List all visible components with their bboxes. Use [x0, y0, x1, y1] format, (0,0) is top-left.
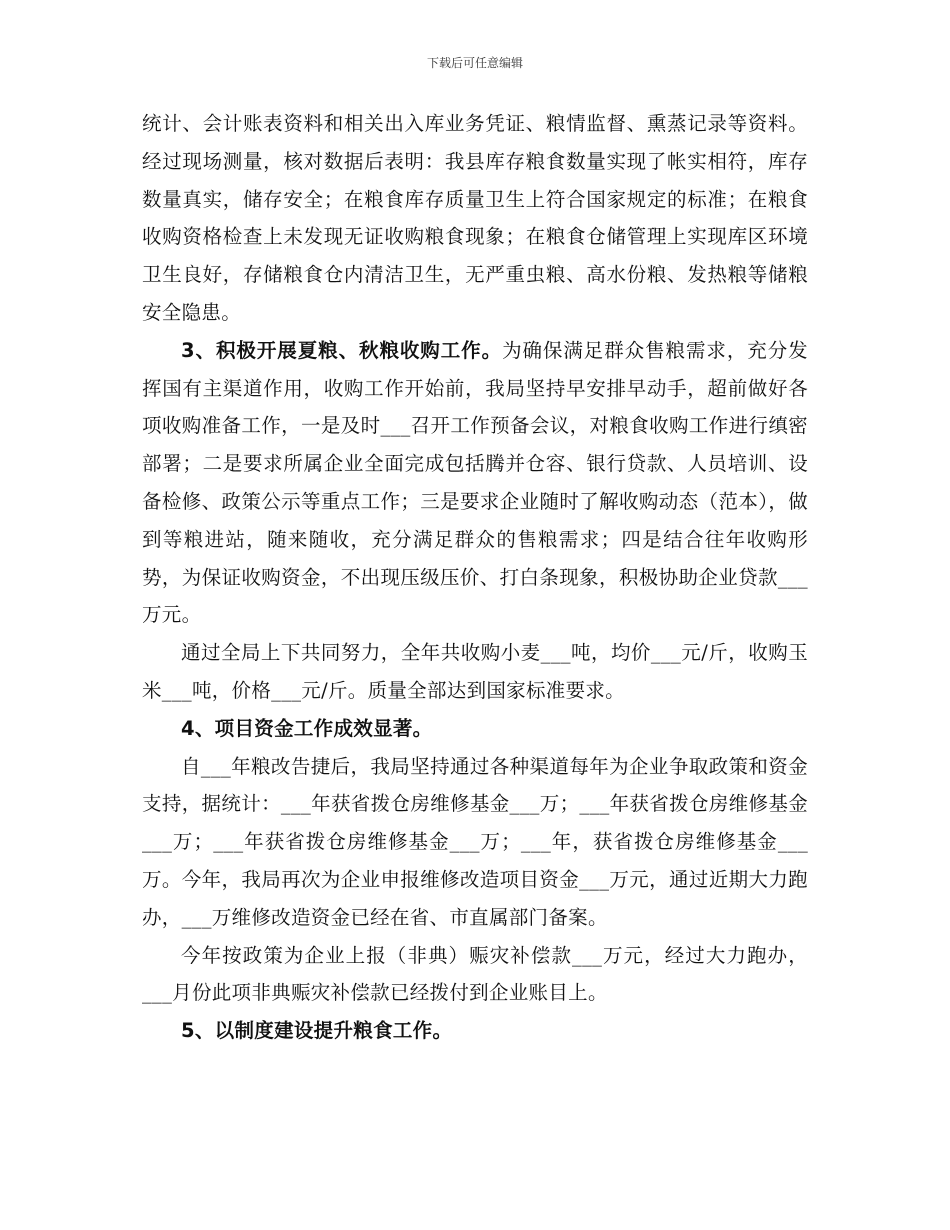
paragraph-grain-purchase — [142, 332, 808, 634]
paragraph-purchase-results — [142, 634, 808, 710]
paragraph-inventory-check — [142, 105, 808, 332]
paragraph-system-building-heading — [142, 1012, 808, 1050]
paragraph-text: 自___年粮改告捷后，我局坚持通过各种渠道每年为企业争取政策和资金支持，据统计：___年获省拨仓房维修基金___万；___年获省拨仓房维修基金___万；___年获省拨仓房维修基金___万；___年，获省拨仓房维修基金___万。今年，我局再次为企业申报维修改造项目资金___万元，通过近期大力跑办，___万维修改造资金已经在省、市直属部门备案。 — [142, 754, 808, 929]
paragraph-text: 为确保满足群众售粮需求，充分发挥国有主渠道作用，收购工作开始前，我局坚持早安排早动手，超前做好各项收购准备工作，一是及时___召开工作预备会议，对粮食收购工作进行缜密部署；二是要求所属企业全面完成包括腾并仓容、银行贷款、人员培训、设备检修、政策公示等重点工作；三是要求企业随时了解收购动态（范本），做到等粮进站，随来随收，充分满足群众的售粮需求；四是结合往年收购形势，为保证收购资金，不出现压级压价、打白条现象，积极协助企业贷款___万元。 — [142, 338, 808, 627]
document-body — [142, 105, 808, 1050]
section-heading-4: 4、项目资金工作成效显著。 — [181, 716, 433, 740]
section-heading-3: 3、积极开展夏粮、秋粮收购工作。 — [181, 338, 503, 362]
paragraph-sars-compensation — [142, 937, 808, 1013]
paragraph-project-funds-heading — [142, 710, 808, 748]
paragraph-project-funds — [142, 748, 808, 937]
section-heading-5: 5、以制度建设提升粮食工作。 — [181, 1019, 453, 1043]
paragraph-text: 今年按政策为企业上报（非典）赈灾补偿款___万元，经过大力跑办，___月份此项非典赈灾补偿款已经拨付到企业账目上。 — [142, 943, 808, 1005]
paragraph-text: 通过全局上下共同努力，全年共收购小麦___吨，均价___元/斤，收购玉米___吨，价格___元/斤。质量全部达到国家标准要求。 — [142, 641, 808, 702]
page-header-note: 下载后可任意编辑 — [426, 56, 523, 70]
paragraph-text: 统计、会计账表资料和相关出入库业务凭证、粮情监督、熏蒸记录等资料。经过现场测量，核对数据后表明：我县库存粮食数量实现了帐实相符，库存数量真实，储存安全；在粮食库存质量卫生上符合国家规定的标准；在粮食收购资格检查上未发现无证收购粮食现象；在粮食仓储管理上实现库区环境卫生良好，存储粮食仓内清洁卫生，无严重虫粮、高水份粮、发热粮等储粮安全隐患。 — [142, 112, 808, 324]
